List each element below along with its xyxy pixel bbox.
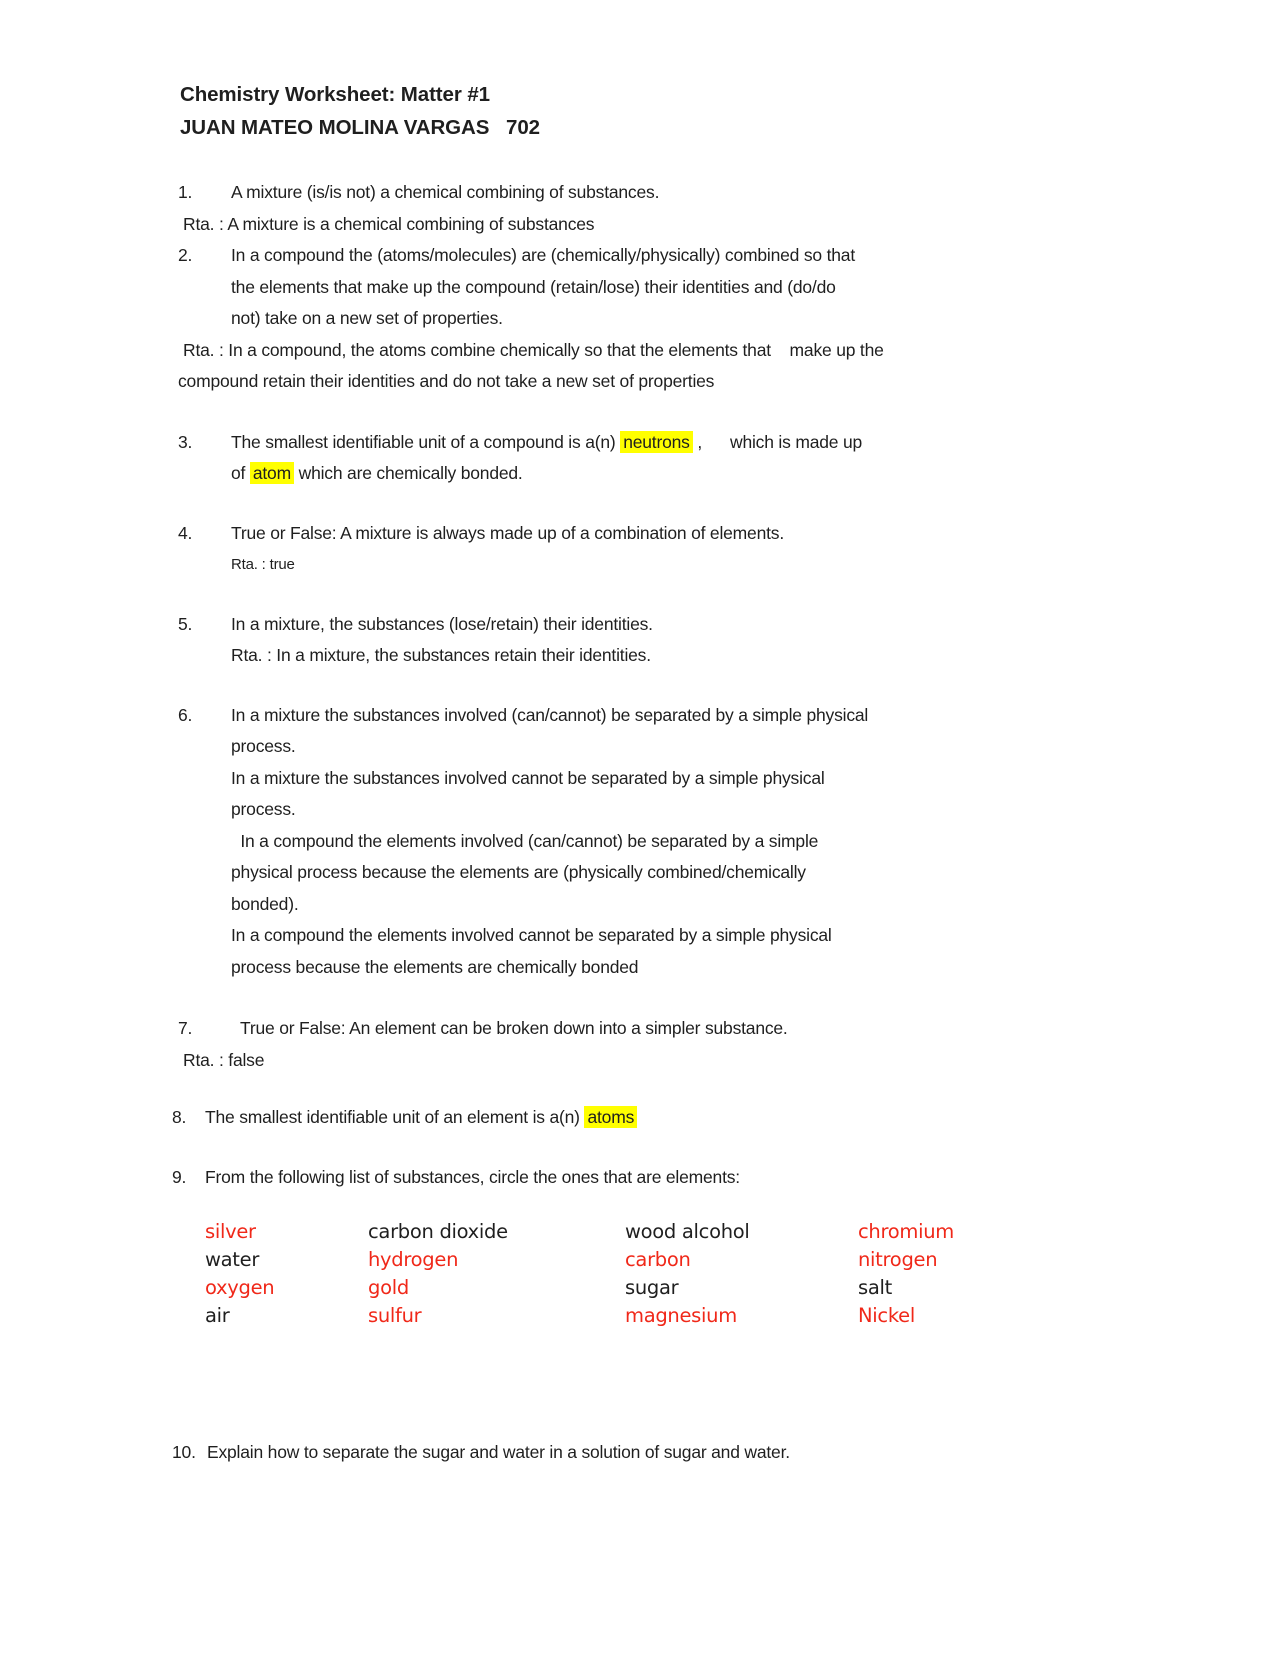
question-2-line-2: the elements that make up the compound (retain/lose) their identities and (do/do: [231, 276, 836, 297]
question-3-segment: The smallest identifiable unit of a compound is a(n): [231, 431, 621, 452]
worksheet-content: [172, 78, 1147, 1469]
question-10-text: [207, 1437, 1147, 1469]
question-9-text: [205, 1162, 1147, 1194]
highlighted-answer-atoms: atoms: [584, 1106, 637, 1128]
highlighted-answer-atom: atom: [250, 462, 294, 484]
substances-list: [205, 1218, 1147, 1330]
question-9-line: From the following list of substances, circle the ones that are elements:: [205, 1166, 740, 1187]
question-1-text: [231, 177, 1147, 209]
substance-cell: nitrogen: [858, 1248, 938, 1271]
question-5: [172, 609, 1147, 672]
highlighted-answer-neutrons: neutrons: [620, 431, 693, 453]
question-6: [172, 700, 1147, 984]
question-3-line-2: [231, 458, 1147, 490]
question-6-line-1: In a mixture the substances involved (can/cannot) be separated by a simple physical: [231, 704, 869, 725]
substance-cell: magnesium: [625, 1304, 737, 1327]
substance-cell: water: [205, 1248, 260, 1271]
substance-cell: silver: [205, 1220, 256, 1243]
substance-cell: air: [205, 1304, 230, 1327]
question-7-text: [240, 1013, 1147, 1045]
substance-cell: chromium: [858, 1220, 954, 1243]
question-3-segment: which are chemically bonded.: [293, 463, 523, 483]
question-2-line-3: not) take on a new set of properties.: [231, 308, 503, 328]
question-6-line-8: In a compound the elements involved cannot be separated by a simple physical: [231, 925, 832, 945]
question-3-segment: of: [231, 463, 250, 483]
question-8-segment: The smallest identifiable unit of an element is a(n): [205, 1107, 585, 1127]
question-5-line: In a mixture, the substances (lose/retain) their identities.: [231, 613, 653, 634]
question-2-answer-line-2: compound retain their identities and do not take a new set of properties: [178, 371, 715, 391]
substance-cell: carbon dioxide: [368, 1220, 508, 1243]
question-1-number: 1.: [178, 182, 193, 202]
question-3-number: 3.: [178, 431, 193, 452]
question-6-line-6: physical process because the elements are (physically combined/chemically: [231, 862, 806, 882]
question-5-answer: Rta. : In a mixture, the substances retain their identities.: [231, 645, 651, 665]
question-4-number: 4.: [178, 522, 193, 543]
question-1: [172, 177, 1147, 209]
question-8-text: [205, 1102, 1147, 1134]
student-name: JUAN MATEO MOLINA VARGAS 702: [180, 116, 540, 139]
question-1-line: A mixture (is/is not) a chemical combining of substances.: [231, 182, 660, 202]
question-6-text: [231, 700, 1147, 984]
question-2-number: 2.: [178, 245, 193, 265]
question-5-number: 5.: [178, 613, 193, 634]
question-7-line: True or False: An element can be broken down into a simpler substance.: [240, 1018, 788, 1038]
question-2-text: [231, 240, 1147, 335]
question-6-line-5: In a compound the elements involved (can/cannot) be separated by a simple: [231, 830, 819, 851]
question-2-answer-line-1: Rta. : In a compound, the atoms combine chemically so that the elements that make up the: [183, 339, 884, 360]
question-8-line: [205, 1102, 1147, 1134]
question-6-line-4: process.: [231, 799, 296, 819]
substance-cell: hydrogen: [368, 1248, 459, 1271]
question-7-number: 7.: [178, 1018, 193, 1038]
substance-cell: oxygen: [205, 1276, 275, 1299]
question-2-line-1: In a compound the (atoms/molecules) are (chemically/physically) combined so that: [231, 245, 856, 265]
question-3: [172, 427, 1147, 490]
question-6-line-9: process because the elements are chemically bonded: [231, 956, 639, 977]
question-4: [172, 518, 1147, 550]
question-10: [172, 1437, 1147, 1469]
question-2: [172, 240, 1147, 335]
substance-cell: carbon: [625, 1248, 691, 1271]
question-10-line: Explain how to separate the sugar and water in a solution of sugar and water.: [207, 1442, 790, 1462]
question-3-text: [231, 427, 1147, 490]
question-6-line-3: In a mixture the substances involved cannot be separated by a simple physical: [231, 767, 825, 788]
substance-cell: sugar: [625, 1276, 679, 1299]
question-8: [172, 1102, 1147, 1134]
question-10-number: 10.: [172, 1442, 196, 1462]
substance-cell: sulfur: [368, 1304, 422, 1327]
question-4-answer: Rta. : true: [231, 556, 295, 573]
question-6-line-7: bonded).: [231, 893, 299, 914]
substance-cell: gold: [368, 1276, 409, 1299]
question-5-text: [231, 609, 1147, 672]
question-3-line-1: [231, 427, 1147, 459]
question-9: [172, 1162, 1147, 1194]
question-1-answer: Rta. : A mixture is a chemical combining of substances: [183, 213, 595, 234]
question-9-number: 9.: [172, 1166, 187, 1187]
substance-cell: Nickel: [858, 1304, 915, 1327]
question-6-line-2: process.: [231, 736, 296, 756]
substance-cell: salt: [858, 1276, 892, 1299]
question-4-line: True or False: A mixture is always made up of a combination of elements.: [231, 522, 784, 543]
question-3-segment: , which is made up: [692, 431, 863, 452]
question-4-text: [231, 518, 1147, 550]
question-7-answer: Rta. : false: [183, 1049, 265, 1070]
question-8-number: 8.: [172, 1107, 187, 1127]
substance-cell: wood alcohol: [625, 1220, 750, 1243]
question-6-number: 6.: [178, 704, 193, 725]
title-block: [172, 78, 1147, 144]
question-7: [172, 1013, 1147, 1045]
worksheet-title: Chemistry Worksheet: Matter #1: [180, 83, 490, 106]
